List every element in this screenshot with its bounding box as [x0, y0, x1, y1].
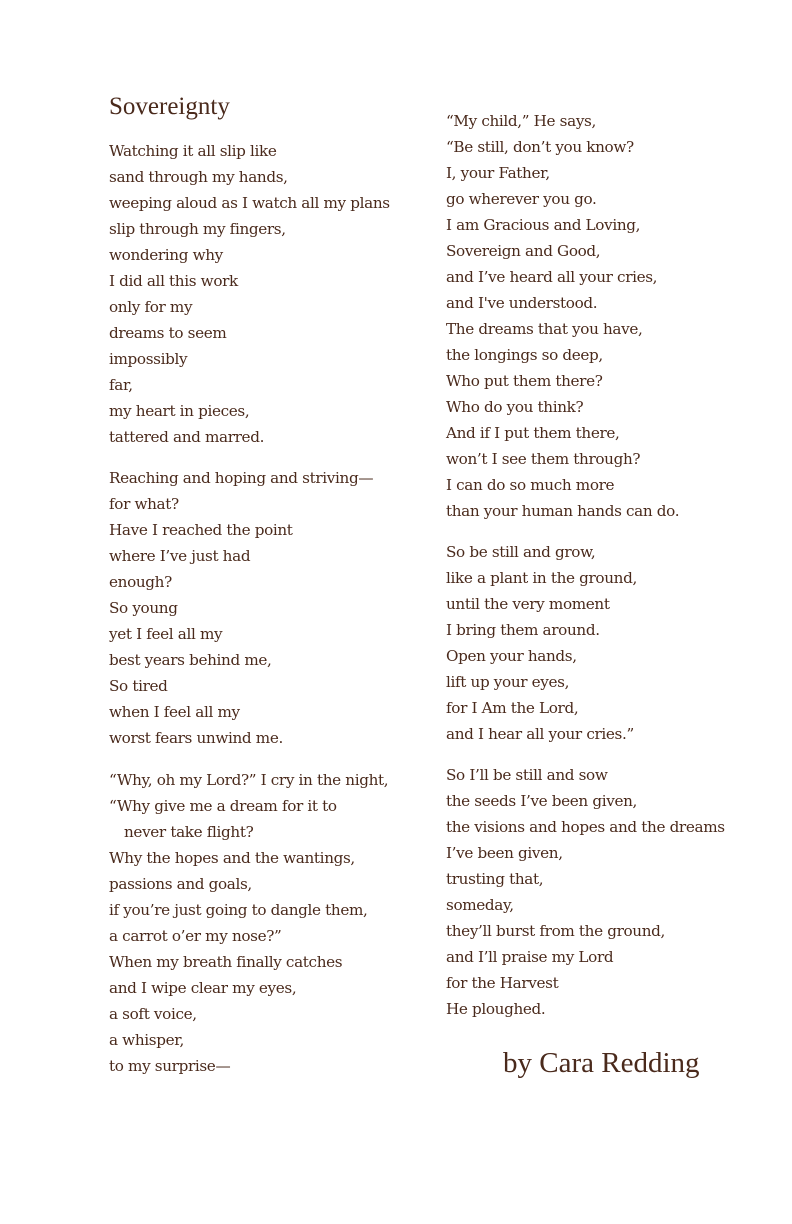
poem-line: and I've understood. — [446, 294, 598, 312]
poem-line: like a plant in the ground, — [446, 569, 637, 587]
poem-line: for I Am the Lord, — [446, 699, 579, 717]
poem-line: and I wipe clear my eyes, — [109, 979, 297, 997]
poem-title: Sovereignty — [109, 93, 230, 120]
poem-line: a whisper, — [109, 1031, 184, 1049]
poem-line: trusting that, — [446, 870, 544, 888]
poem-line: best years behind me, — [109, 651, 272, 669]
right-stanza-3 — [446, 762, 725, 1022]
poem-line: So be still and grow, — [446, 543, 596, 561]
poem-line: impossibly — [109, 350, 188, 368]
poem-line: until the very moment — [446, 595, 610, 613]
poem-line: And if I put them there, — [446, 424, 620, 442]
poem-line: sand through my hands, — [109, 168, 288, 186]
poem-line: slip through my fingers, — [109, 220, 286, 238]
poem-line: So tired — [109, 677, 168, 695]
poem-line: When my breath finally catches — [109, 953, 343, 971]
poem-line: never take flight? — [124, 823, 254, 841]
right-stanza-1 — [446, 108, 679, 524]
author-byline: by Cara Redding — [503, 1047, 700, 1079]
poem-line: go wherever you go. — [446, 190, 597, 208]
poem-line: enough? — [109, 573, 172, 591]
poem-line: The dreams that you have, — [446, 320, 643, 338]
poem-line: I am Gracious and Loving, — [446, 216, 641, 234]
poem-line: worst fears unwind me. — [109, 729, 283, 747]
poem-line: won’t I see them through? — [446, 450, 641, 468]
poem-line: He ploughed. — [446, 1000, 546, 1018]
poem-line: Watching it all slip like — [109, 142, 277, 160]
poem-line: So young — [109, 599, 178, 617]
poem-line: I, your Father, — [446, 164, 550, 182]
poem-line: when I feel all my — [109, 703, 240, 721]
right-stanza-2 — [446, 539, 637, 747]
poem-line: I bring them around. — [446, 621, 600, 639]
poem-line: “Why, oh my Lord?” I cry in the night, — [109, 771, 389, 789]
poem-line: where I’ve just had — [109, 547, 251, 565]
poem-line: wondering why — [109, 246, 223, 264]
poem-line: my heart in pieces, — [109, 402, 250, 420]
left-stanza-3 — [109, 767, 388, 1079]
poem-line: the longings so deep, — [446, 346, 603, 364]
poem-line: Have I reached the point — [109, 521, 293, 539]
poem-line: dreams to seem — [109, 324, 227, 342]
poem-line: passions and goals, — [109, 875, 252, 893]
poem-line: only for my — [109, 298, 193, 316]
poem-line: a carrot o’er my nose?” — [109, 927, 282, 945]
poem-line: Who do you think? — [446, 398, 584, 416]
left-stanza-1 — [109, 138, 390, 450]
poem-line: to my surprise— — [109, 1057, 231, 1075]
poem-line: I’ve been given, — [446, 844, 563, 862]
poem-line: “Be still, don’t you know? — [446, 138, 634, 156]
poem-line: and I’ve heard all your cries, — [446, 268, 658, 286]
poem-line: So I’ll be still and sow — [446, 766, 608, 784]
poem-line: far, — [109, 376, 133, 394]
poem-line: they’ll burst from the ground, — [446, 922, 666, 940]
poem-line: yet I feel all my — [109, 625, 223, 643]
poem-line: someday, — [446, 896, 514, 914]
poem-line: the seeds I’ve been given, — [446, 792, 637, 810]
poem-line: if you’re just going to dangle them, — [109, 901, 368, 919]
poem-line: lift up your eyes, — [446, 673, 570, 691]
poem-line: a soft voice, — [109, 1005, 197, 1023]
poem-line: “My child,” He says, — [446, 112, 596, 130]
left-stanza-2 — [109, 465, 373, 751]
poem-line: for the Harvest — [446, 974, 559, 992]
poem-line: and I hear all your cries.” — [446, 725, 634, 743]
poem-line: “Why give me a dream for it to — [109, 797, 337, 815]
poem-line: tattered and marred. — [109, 428, 265, 446]
poem-line: Who put them there? — [446, 372, 603, 390]
poem-line: I did all this work — [109, 272, 238, 290]
poem-line: Why the hopes and the wantings, — [109, 849, 355, 867]
poem-line: for what? — [109, 495, 179, 513]
poem-line: I can do so much more — [446, 476, 615, 494]
poem-line: Reaching and hoping and striving— — [109, 469, 374, 487]
poem-line: Open your hands, — [446, 647, 577, 665]
poem-line: and I’ll praise my Lord — [446, 948, 614, 966]
poem-line: the visions and hopes and the dreams — [446, 818, 725, 836]
poem-line: Sovereign and Good, — [446, 242, 601, 260]
poem-line: than your human hands can do. — [446, 502, 680, 520]
poem-line: weeping aloud as I watch all my plans — [109, 194, 390, 212]
